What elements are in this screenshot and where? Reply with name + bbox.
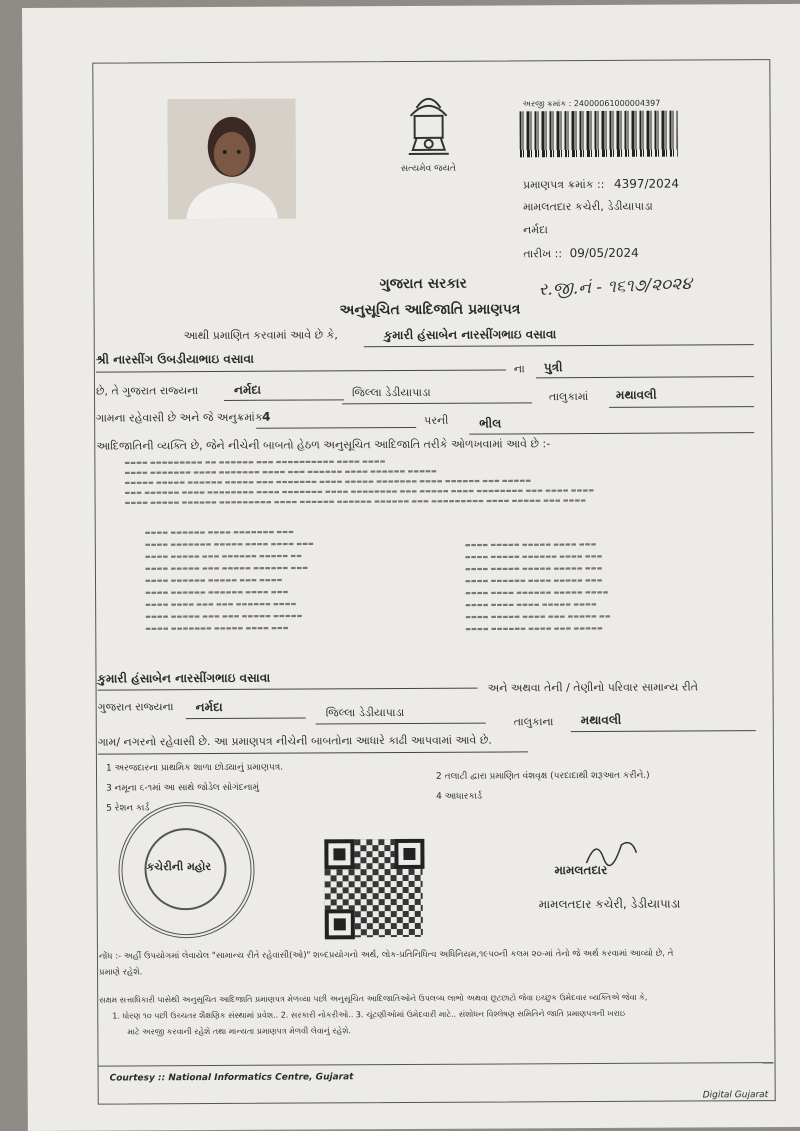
tribe-sentence: આદિજાતિની વ્યક્તિ છે, જેને નીચેની બાબતો હેઠળ અનુસૂચિત આદિજાતિ તરીકે ઓળખવામાં આવે છે :-: [96, 437, 551, 453]
intro-text: આથી પ્રમાણિત કરવામાં આવે છે કે,: [183, 328, 338, 343]
taluka-name: મથાવલી: [615, 387, 657, 402]
emblem-caption: સત્યમેવ જયતે: [400, 163, 456, 175]
note-1: નોંધ :- અહીં ઉપયોગમાં લેવાયેલ "સામાન્ય રીતે રહેવાસી(ઓ)" શબ્દપ્રયોગનો અર્થ, લોક-પ્રતિનિધિત્વ અધિનિયમ,૧૯૫૦ની કલમ ૨૦-માં તેનો જે અર્થ કરવામાં આવ્યો છે, તે: [98, 948, 674, 962]
certificate-number-row: [523, 177, 679, 193]
na-label: ના: [513, 362, 525, 376]
date-row: [523, 246, 639, 262]
residence-taluka: મથાવલી: [580, 712, 622, 728]
legal-orders-block: ▬▬▬▬ ▬▬▬▬▬▬▬▬▬ ▬▬ ▬▬▬▬▬▬ ▬▬▬ ▬▬▬▬▬▬▬▬▬▬ ▬▬▬▬ ▬▬▬▬ ▬▬▬▬ ▬▬▬▬▬▬▬ ▬▬▬▬ ▬▬▬▬▬▬▬ ▬▬▬▬ ▬▬▬ ▬▬▬▬▬▬ ▬▬▬▬ ▬▬▬▬▬▬ ▬▬▬▬▬ ▬▬▬▬▬ ▬▬▬▬▬ ▬▬▬▬▬▬ ▬▬▬▬▬ ▬▬▬ ▬▬▬▬▬▬▬ ▬▬▬▬ ▬▬▬▬▬ ▬▬▬▬▬▬▬ ▬▬▬▬ ▬▬▬▬▬▬ ▬▬▬ ▬▬▬▬▬ ▬▬▬ ▬▬▬▬▬▬ ▬▬▬▬ ▬▬▬▬▬▬▬▬ ▬▬▬▬ ▬▬▬▬▬▬▬ ▬▬▬▬ ▬▬▬▬▬▬▬▬ ▬▬▬ ▬▬▬▬▬ ▬▬▬▬ ▬▬▬▬▬▬▬▬ ▬▬▬ ▬▬▬▬ ▬▬▬▬ ▬▬▬▬ ▬▬▬▬▬ ▬▬▬▬▬▬ ▬▬▬▬▬▬▬▬▬ ▬▬▬▬ ▬▬▬▬▬▬ ▬▬▬▬▬▬ ▬▬▬▬▬▬ ▬▬▬ ▬▬▬▬▬▬▬▬▬ ▬▬▬▬ ▬▬▬▬▬ ▬▬▬ ▬▬▬▬: [124, 458, 595, 507]
document-item-4: 4 આધારકાર્ડ: [436, 791, 482, 802]
signatory-title: મામલતદાર: [554, 862, 608, 878]
office-seal: [118, 802, 255, 939]
application-number: અરજી ક્રમાંક : 24000061000004397: [522, 98, 661, 109]
note-3: 1. ધોરણ ૧૦ પછી ઉચ્ચતર શૈક્ષણિક સંસ્થામાં પ્રવેશ.. 2. સરકારી નોકરીઓ.. 3. ચૂંટણીઓમાં ઉમેદવારી માટે.. સંશોધન વિશ્લેષણ સમિતિને જાતિ પ્રમાણપત્રની ખરાઇ: [112, 1008, 626, 1021]
document-item-1: 1 અરજદારના પ્રાથમિક શાળા છોડ્યાનું પ્રમાણપત્ર.: [105, 762, 284, 774]
orders-right-column: ▬▬▬▬ ▬▬▬▬▬ ▬▬▬▬▬ ▬▬▬▬ ▬▬▬ ▬▬▬▬ ▬▬▬▬▬ ▬▬▬▬▬▬ ▬▬▬▬ ▬▬▬ ▬▬▬▬ ▬▬▬▬▬ ▬▬▬▬▬ ▬▬▬▬▬ ▬▬▬ ▬▬▬▬ ▬▬▬▬▬▬ ▬▬▬▬ ▬▬▬▬▬ ▬▬▬ ▬▬▬▬ ▬▬▬▬ ▬▬▬▬▬▬ ▬▬▬▬▬ ▬▬▬▬ ▬▬▬▬ ▬▬▬▬ ▬▬▬▬ ▬▬▬▬▬ ▬▬▬▬ ▬▬▬▬ ▬▬▬▬▬ ▬▬▬▬ ▬▬▬ ▬▬▬▬▬ ▬▬ ▬▬▬▬ ▬▬▬▬▬▬ ▬▬▬▬ ▬▬▬ ▬▬▬▬▬: [464, 540, 611, 633]
residence-village-text: ગામ/ નગરનો રહેવાસી છે. આ પ્રમાણપત્ર નીચેની બાબતોના આધારે કાઢી આપવામાં આવે છે.: [97, 733, 492, 749]
certificate-sheet: [22, 4, 800, 1131]
applicant-photo: [167, 99, 296, 220]
seal-center-text: કચેરીની મહોર: [146, 860, 212, 874]
signatory-office: મામલતદાર કચેરી, ડેડીયાપાડા: [538, 896, 681, 912]
residence-state-prefix: ગુજરાત રાજ્યના: [97, 700, 174, 714]
document-item-3: 3 નમૂના ૬-૧માં આ સાથે જોડેલ સોગંદનામું: [106, 782, 260, 794]
residence-name: કુમારી હંસાબેન નારસીંગભાઇ વસાવા: [97, 670, 271, 686]
taluka-label: તાલુકામાં: [549, 390, 589, 404]
issue-date: 09/05/2024: [569, 245, 639, 261]
village-prefix: ગામના રહેવાસી છે અને જે અનુક્રમાંક: [96, 410, 263, 425]
relation: પુત્રી: [543, 360, 563, 375]
courtesy-text: Courtesy :: National Informatics Centre, Gujarat: [109, 1072, 354, 1084]
applicant-name: કુમારી હંસાબેન નારસીંગભાઇ વસાવા: [383, 327, 557, 343]
state-prefix: છે, તે ગુજરાત રાજ્યના: [95, 384, 199, 398]
residence-district-label: જિલ્લા ડેડીયાપાડા: [325, 706, 405, 720]
residence-state-district: નર્મદા: [195, 699, 223, 715]
district-label: જિલ્લા ડેડીયાપાડા: [351, 385, 431, 400]
note-4: માટે અરજી કરવાની રહેશે તથા માન્યતા પ્રમાણપત્ર મેળવી લેવાનું રહેશે.: [127, 1026, 351, 1037]
par-label: પરની: [424, 413, 449, 427]
qr-corner: [325, 909, 355, 939]
issuing-district: નર્મદા: [523, 223, 549, 237]
issuing-office: મામલતદાર કચેરી, ડેડીયાપાડા: [523, 199, 653, 214]
father-name: શ્રી નારસીંગ ઉબડીયાભાઇ વસાવા: [95, 351, 254, 367]
qr-corner: [394, 839, 424, 869]
document-item-2: 2 તલાટી દ્વારા પ્રમાણિત વંશવૃક્ષ (પરદાદાથી શરૂઆત કરીને.): [436, 770, 650, 782]
certificate-number-label: પ્રમાણપત્ર ક્રમાંક ::: [522, 177, 605, 192]
note-1-continued: પ્રમાણે રહેશે.: [99, 967, 143, 978]
orders-left-column: ▬▬▬▬ ▬▬▬▬▬▬ ▬▬▬▬ ▬▬▬▬▬▬▬ ▬▬▬ ▬▬▬▬ ▬▬▬▬▬▬▬ ▬▬▬▬▬ ▬▬▬▬ ▬▬▬▬ ▬▬▬ ▬▬▬▬ ▬▬▬▬▬ ▬▬▬ ▬▬▬▬▬▬ ▬▬▬▬▬ ▬▬ ▬▬▬▬ ▬▬▬▬▬ ▬▬▬ ▬▬▬▬▬ ▬▬▬▬▬▬ ▬▬▬ ▬▬▬▬ ▬▬▬▬▬▬ ▬▬▬▬▬ ▬▬▬ ▬▬▬▬ ▬▬▬▬ ▬▬▬▬▬▬ ▬▬▬▬▬▬ ▬▬▬▬ ▬▬▬ ▬▬▬▬ ▬▬▬▬ ▬▬▬ ▬▬▬ ▬▬▬▬▬▬ ▬▬▬▬ ▬▬▬▬ ▬▬▬▬▬ ▬▬▬ ▬▬▬ ▬▬▬▬▬ ▬▬▬▬▬ ▬▬▬▬ ▬▬▬▬▬▬▬ ▬▬▬▬▬ ▬▬▬▬ ▬▬▬: [144, 528, 314, 633]
government-title: ગુજરાત સરકાર: [379, 275, 467, 293]
qr-corner: [324, 839, 354, 869]
state-emblem-icon: [396, 86, 460, 178]
handwritten-register-number: ર.જી.નં - ૧૬૧૭/૨૦૨૪: [538, 273, 693, 300]
barcode: [520, 111, 678, 158]
certificate-title: અનુસૂચિત આદિજાતિ પ્રમાણપત્ર: [339, 301, 521, 319]
tribe-name: ભીલ: [479, 416, 502, 431]
note-2: સક્ષમ સત્તાધિકારી પાસેથી અનુસૂચિત આદિજાતિ પ્રમાણપત્ર મેળવ્યા પછી અનુસૂચિત આદિજાતિઓને ઉપલબ્ધ લાભો અથવા છૂટછાટો જેવા ઇચ્છુક ઉમેદવાર વ્યક્તિએ જેવા કે,: [99, 992, 648, 1005]
serial-number: 4: [262, 409, 271, 424]
digital-gujarat-text: Digital Gujarat: [702, 1090, 769, 1101]
document-item-5: 5 રેશન કાર્ડ: [106, 803, 150, 814]
certificate-number: 4397/2024: [613, 176, 680, 191]
family-text: અને અથવા તેની / તેણીનો પરિવાર સામાન્ય રીતે: [487, 680, 699, 695]
residence-taluka-label: તાલુકાના: [513, 715, 554, 729]
date-label: તારીખ ::: [523, 247, 563, 261]
state-district: નર્મદા: [233, 382, 262, 397]
